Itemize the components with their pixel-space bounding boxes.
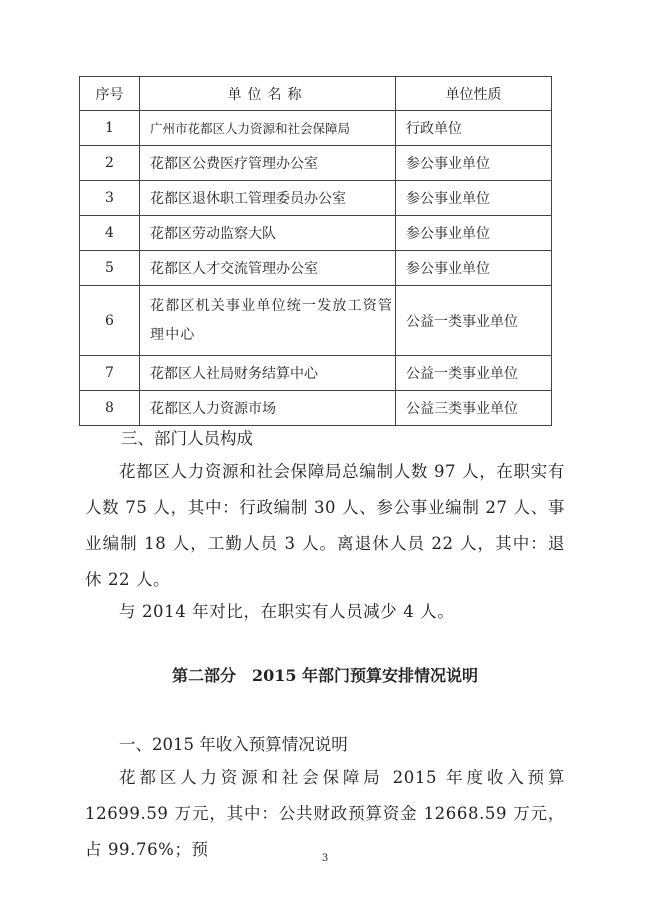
row-no: 7 (80, 356, 140, 391)
table-row (80, 286, 552, 356)
income-paragraph: 花都区人力资源和社会保障局 2015 年度收入预算 12699.59 万元，其中：公共财政预算资金 12668.59 万元，占 99.76%；预 (85, 768, 565, 859)
row-type: 参公事业单位 (396, 181, 552, 216)
row-name: 花都区人社局财务结算中心 (140, 356, 396, 391)
table-row (80, 181, 552, 216)
row-no: 2 (80, 146, 140, 181)
table-row (80, 356, 552, 391)
table-row (80, 251, 552, 286)
table-row (80, 216, 552, 251)
row-type: 行政单位 (396, 111, 552, 146)
row-type: 公益一类事业单位 (396, 286, 552, 356)
part-two-title: 第二部分 2015 年部门预算安排情况说明 (171, 666, 479, 685)
row-name: 花都区公费医疗管理办公室 (140, 146, 396, 181)
row-name: 花都区人才交流管理办公室 (140, 251, 396, 286)
row-name-text: 花都区机关事业单位统一发放工资管理中心 (150, 297, 394, 343)
row-name (140, 286, 396, 356)
row-no: 6 (80, 286, 140, 356)
row-no: 1 (80, 111, 140, 146)
header-type: 单位性质 (396, 77, 552, 111)
income-heading: 一、2015 年收入预算情况说明 (119, 735, 348, 754)
row-type: 参公事业单位 (396, 251, 552, 286)
staff-comparison: 与 2014 年对比，在职实有人员减少 4 人。 (119, 602, 455, 621)
section-heading-staff: 三、部门人员构成 (121, 429, 253, 448)
row-type: 参公事业单位 (396, 216, 552, 251)
page-number: 3 (321, 853, 329, 864)
row-name: 花都区退休职工管理委员办公室 (140, 181, 396, 216)
row-no: 8 (80, 391, 140, 426)
row-no: 4 (80, 216, 140, 251)
units-table (79, 76, 552, 426)
row-name: 花都区人力资源市场 (140, 391, 396, 426)
row-no: 5 (80, 251, 140, 286)
row-type: 公益三类事业单位 (396, 391, 552, 426)
row-type: 参公事业单位 (396, 146, 552, 181)
header-no: 序号 (80, 77, 140, 111)
table-row (80, 111, 552, 146)
header-name: 单位名称 (140, 77, 396, 111)
row-name: 花都区劳动监察大队 (140, 216, 396, 251)
staff-paragraph: 花都区人力资源和社会保障局总编制人数 97 人，在职实有人数 75 人，其中：行政编制 30 人、参公事业编制 27 人、事业编制 18 人，工勤人员 3 人。离退休人员 22 人，其中：退休 22 人。 (85, 462, 565, 589)
table-row (80, 391, 552, 426)
row-no: 3 (80, 181, 140, 216)
row-type: 公益一类事业单位 (396, 356, 552, 391)
row-name: 广州市花都区人力资源和社会保障局 (140, 111, 396, 146)
table-row (80, 146, 552, 181)
